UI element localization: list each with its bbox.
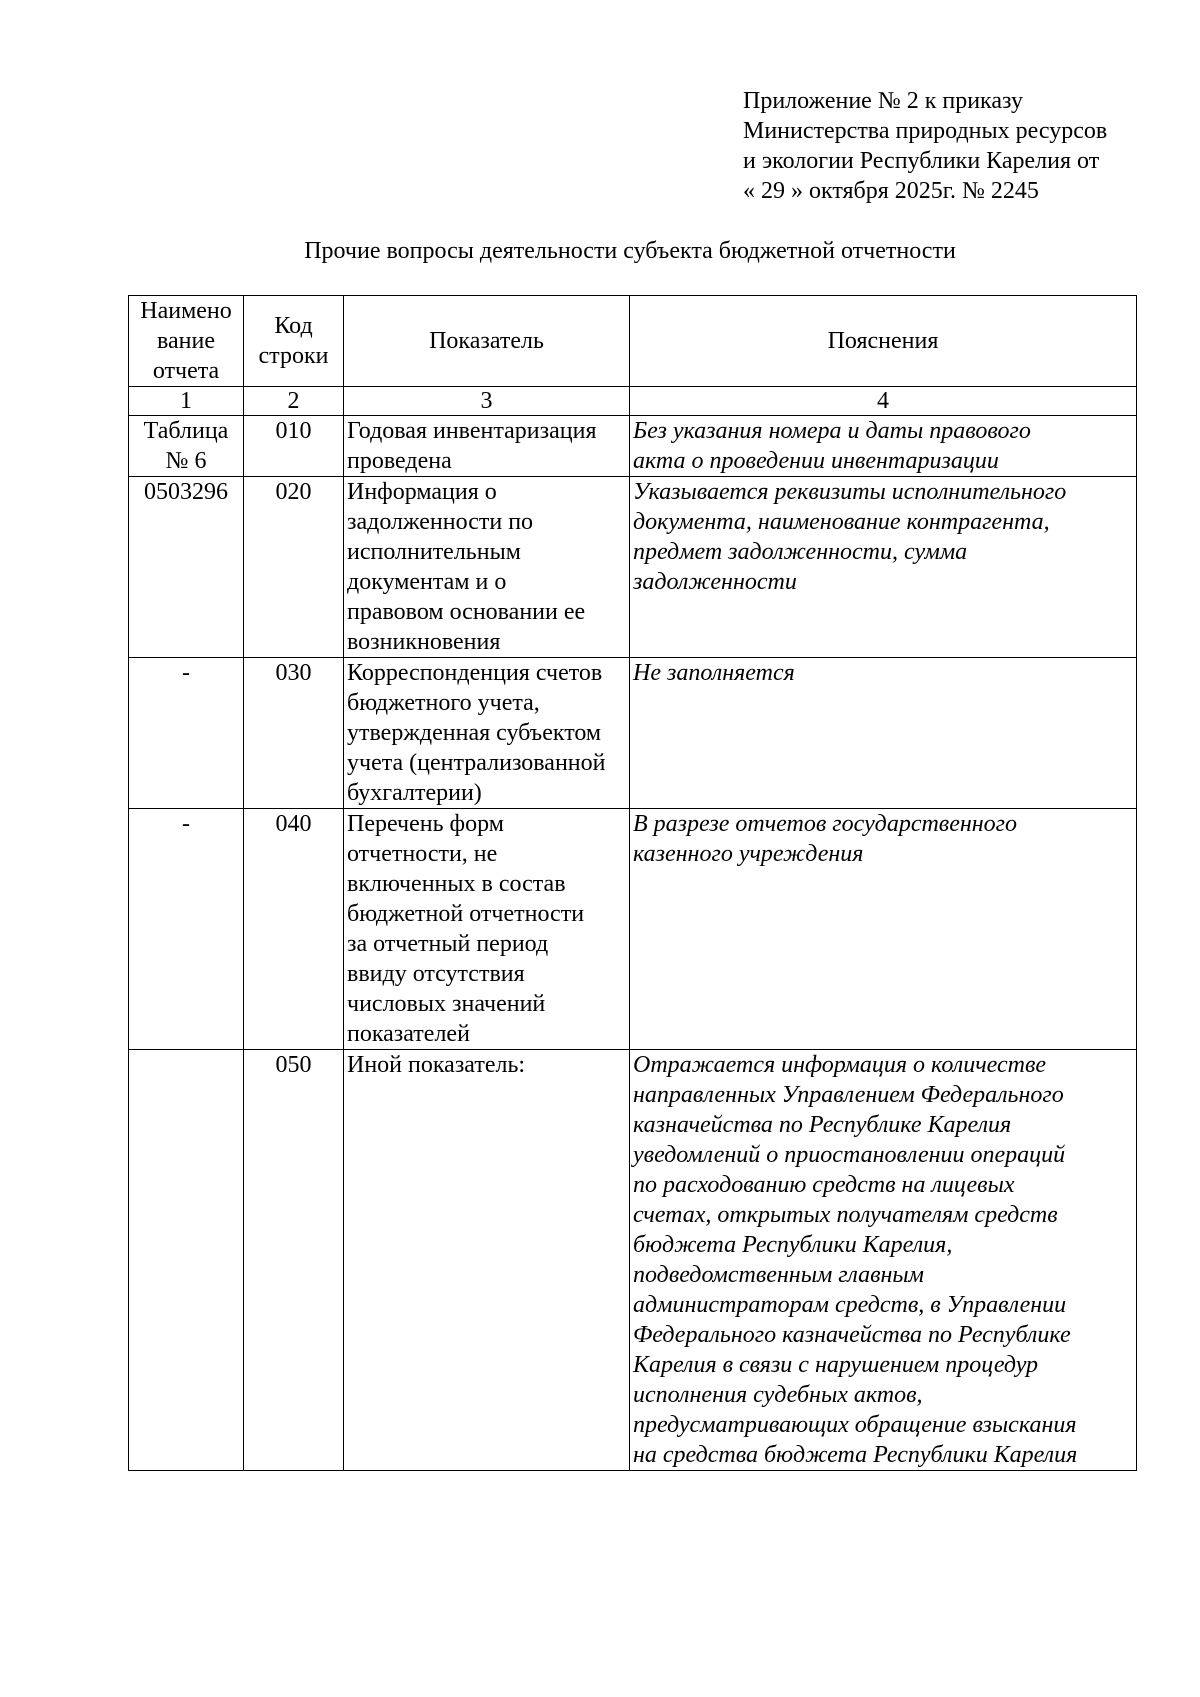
- cell-line: включенных в состав: [347, 871, 566, 897]
- cell-row-code: [244, 1050, 344, 1471]
- cell-line: отчетности, не: [347, 841, 498, 867]
- column-number: 3: [344, 387, 630, 416]
- cell-explanation: [630, 1050, 1137, 1471]
- cell-line: казенного учреждения: [633, 841, 864, 867]
- cell-line: Карелия в связи с нарушением процедур: [633, 1352, 1039, 1378]
- cell-line: счетах, открытых получателям средств: [633, 1202, 1058, 1228]
- table-body: [129, 416, 1137, 1471]
- cell-line: предмет задолженности, сумма: [633, 539, 968, 565]
- cell-line: исполнительным: [347, 539, 521, 565]
- cell-line: правовом основании ее: [347, 599, 586, 625]
- table-row: [129, 809, 1137, 1050]
- header-text: Код: [274, 313, 313, 339]
- cell-line: № 6: [165, 448, 207, 474]
- cell-line: задолженности по: [347, 509, 534, 535]
- cell-row-code: [244, 416, 344, 477]
- document-title: Прочие вопросы деятельности субъекта бюджетной отчетности: [304, 238, 956, 264]
- cell-line: числовых значений: [347, 991, 546, 1017]
- cell-line: за отчетный период: [347, 931, 549, 957]
- appendix-line: « 29 » октября 2025г. № 2245: [743, 178, 1039, 204]
- cell-indicator: [344, 809, 630, 1050]
- cell-line: подведомственным главным: [633, 1262, 924, 1288]
- table-row: [129, 416, 1137, 477]
- header-indicator: Показатель: [344, 296, 630, 387]
- header-text: Наимено: [140, 298, 232, 324]
- cell-report-name: [129, 477, 244, 658]
- cell-line: 030: [275, 660, 312, 686]
- cell-report-name: [129, 658, 244, 809]
- cell-line: бюджета Республики Карелия,: [633, 1232, 953, 1258]
- table-row: [129, 477, 1137, 658]
- cell-line: бюджетной отчетности: [347, 901, 585, 927]
- cell-explanation: [630, 658, 1137, 809]
- report-table: [128, 295, 1137, 1471]
- header-text: отчета: [152, 358, 220, 384]
- cell-line: по расходованию средств на лицевых: [633, 1172, 1015, 1198]
- cell-row-code: [244, 477, 344, 658]
- appendix-line: Приложение № 2 к приказу: [743, 88, 1023, 114]
- table-row: [129, 1050, 1137, 1471]
- header-text: вание: [156, 328, 215, 354]
- cell-row-code: [244, 658, 344, 809]
- column-number-row: [129, 387, 1137, 416]
- cell-line: 0503296: [144, 479, 228, 505]
- cell-indicator: [344, 477, 630, 658]
- cell-line: учета (централизованной: [347, 750, 606, 776]
- cell-indicator: [344, 416, 630, 477]
- cell-line: Отражается информация о количестве: [633, 1052, 1047, 1078]
- cell-line: показателей: [347, 1021, 470, 1047]
- cell-line: проведена: [347, 448, 452, 474]
- header-text: строки: [258, 343, 329, 369]
- cell-line: предусматривающих обращение взыскания: [633, 1412, 1077, 1438]
- column-number: 1: [129, 387, 244, 416]
- table-row: [129, 658, 1137, 809]
- cell-line: уведомлений о приостановлении операций: [633, 1142, 1066, 1168]
- cell-explanation: [630, 477, 1137, 658]
- cell-line: документа, наименование контрагента,: [633, 509, 1050, 535]
- cell-line: казначейства по Республике Карелия: [633, 1112, 1012, 1138]
- column-number: 4: [630, 387, 1137, 416]
- cell-line: 050: [275, 1052, 312, 1078]
- cell-line: акта о проведении инвентаризации: [633, 448, 999, 474]
- cell-indicator: [344, 658, 630, 809]
- cell-line: Федерального казначейства по Республике: [633, 1322, 1071, 1348]
- cell-line: -: [182, 660, 190, 686]
- appendix-line: Министерства природных ресурсов: [743, 118, 1108, 144]
- cell-line: Без указания номера и даты правового: [633, 418, 1031, 444]
- cell-line: бухгалтерии): [347, 780, 482, 806]
- cell-line: задолженности: [633, 569, 797, 595]
- cell-explanation: [630, 416, 1137, 477]
- table-header-row: [129, 296, 1137, 387]
- cell-line: администраторам средств, в Управлении: [633, 1292, 1067, 1318]
- cell-report-name: [129, 809, 244, 1050]
- appendix-line: и экологии Республики Карелия от: [743, 148, 1100, 174]
- cell-line: Указывается реквизиты исполнительного: [633, 479, 1067, 505]
- cell-line: Не заполняется: [633, 660, 795, 686]
- cell-line: на средства бюджета Республики Карелия: [633, 1442, 1078, 1468]
- cell-line: 020: [275, 479, 312, 505]
- cell-line: -: [182, 811, 190, 837]
- cell-line: В разрезе отчетов государственного: [633, 811, 1018, 837]
- cell-line: Иной показатель:: [347, 1052, 526, 1078]
- cell-report-name: [129, 1050, 244, 1471]
- cell-line: Годовая инвентаризация: [347, 418, 597, 444]
- header-row-code: [244, 296, 344, 387]
- header-explanation: Пояснения: [630, 296, 1137, 387]
- header-report-name: [129, 296, 244, 387]
- cell-line: документам и о: [347, 569, 507, 595]
- cell-row-code: [244, 809, 344, 1050]
- cell-line: Перечень форм: [347, 811, 504, 837]
- cell-report-name: [129, 416, 244, 477]
- cell-line: 010: [275, 418, 312, 444]
- column-number: 2: [244, 387, 344, 416]
- cell-line: ввиду отсутствия: [347, 961, 525, 987]
- cell-line: утвержденная субъектом: [347, 720, 602, 746]
- cell-line: Таблица: [143, 418, 229, 444]
- cell-indicator: [344, 1050, 630, 1471]
- cell-line: возникновения: [347, 629, 501, 655]
- cell-line: исполнения судебных актов,: [633, 1382, 923, 1408]
- cell-line: Корреспонденция счетов: [347, 660, 603, 686]
- cell-line: направленных Управлением Федерального: [633, 1082, 1064, 1108]
- cell-line: Информация о: [347, 479, 497, 505]
- cell-line: 040: [275, 811, 312, 837]
- cell-explanation: [630, 809, 1137, 1050]
- cell-line: бюджетного учета,: [347, 690, 540, 716]
- appendix-header: [743, 86, 1183, 206]
